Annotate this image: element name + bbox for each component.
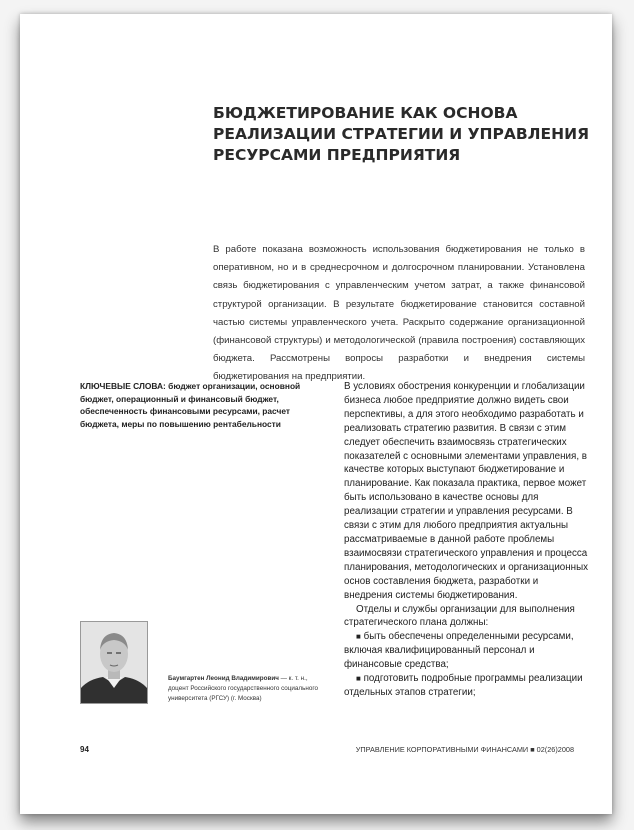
author-name: Баумгартен Леонид Владимирович bbox=[168, 675, 279, 682]
author-photo bbox=[80, 621, 148, 704]
body-paragraph-1: В условиях обострения конкуренции и глобализации бизнеса любое предприятие должно видеть свои перспективы, а для этого необходимо разработать и реализовать стратегию развития. В связи с этим следует обеспечить взаимосвязь стратегических показателей с основными элементами управления, в качестве которых выступают бюджетирование и планирование. Как показала практика, первое может быть использовано в качестве основы для реализации стратегии и управления ресурсами. В связи с этим для любого предприятия актуальны рассматриваемые в данной работе проблемы взаимосвязи стратегического управления и процесса планирования, методологических и организационных основ составления бюджета, разработки и внедрения системы бюджетирования. bbox=[344, 381, 589, 601]
page-number: 94 bbox=[80, 745, 89, 754]
article-title bbox=[213, 103, 613, 166]
author-portrait-icon bbox=[81, 622, 147, 703]
body-paragraph-2: Отделы и службы организации для выполнения стратегического плана должны: bbox=[344, 603, 575, 629]
title-line-1: БЮДЖЕТИРОВАНИЕ КАК ОСНОВА bbox=[213, 104, 518, 122]
bullet-text-2: подготовить подробные программы реализации отдельных этапов стратегии; bbox=[344, 673, 583, 698]
journal-name: УПРАВЛЕНИЕ КОРПОРАТИВНЫМИ ФИНАНСАМИ bbox=[355, 745, 529, 754]
bullet-square-icon: ■ bbox=[356, 674, 361, 684]
article-abstract: В работе показана возможность использования бюджетирования не только в оперативном, но и в среднесрочном и долгосрочном планировании. Установлена связь бюджетирования с управленческим учетом затрат, а также финансовой структурой организации. В результате бюджетирование становится составной частью системы управленческого учета. Раскрыто содержание организационной (финансовой структуры) и методологической (правила построения) составляющих бюджета. Рассмотрены вопросы разработки и внедрения системы бюджетирования на предприятии. bbox=[213, 244, 585, 383]
journal-issue: 02(26)2008 bbox=[536, 745, 574, 754]
journal-footer bbox=[356, 745, 574, 754]
footer-square-icon: ■ bbox=[530, 745, 535, 754]
bullet-square-icon: ■ bbox=[356, 632, 361, 642]
bullet-item-1 bbox=[344, 630, 588, 672]
author-info: — к. т. н., доцент Российского государственного социального университета (РГСУ) (г. Москва) bbox=[168, 675, 319, 702]
keywords: КЛЮЧЕВЫЕ СЛОВА: бюджет организации, основной бюджет, операционный и финансовый бюджет, обеспеченность финансовыми ресурсами, расчет бюджета, меры по повышению рентабельности bbox=[80, 381, 301, 429]
bullet-item-2 bbox=[344, 672, 588, 700]
bullet-text-1: быть обеспечены определенными ресурсами, включая квалифицированный персонал и финансовые средства; bbox=[344, 631, 574, 671]
magazine-page bbox=[20, 14, 612, 814]
title-line-2: РЕАЛИЗАЦИИ СТРАТЕГИИ И УПРАВЛЕНИЯ bbox=[213, 125, 590, 143]
author-caption bbox=[168, 674, 320, 704]
title-line-3: РЕСУРСАМИ ПРЕДПРИЯТИЯ bbox=[213, 146, 461, 164]
article-body bbox=[344, 380, 588, 700]
